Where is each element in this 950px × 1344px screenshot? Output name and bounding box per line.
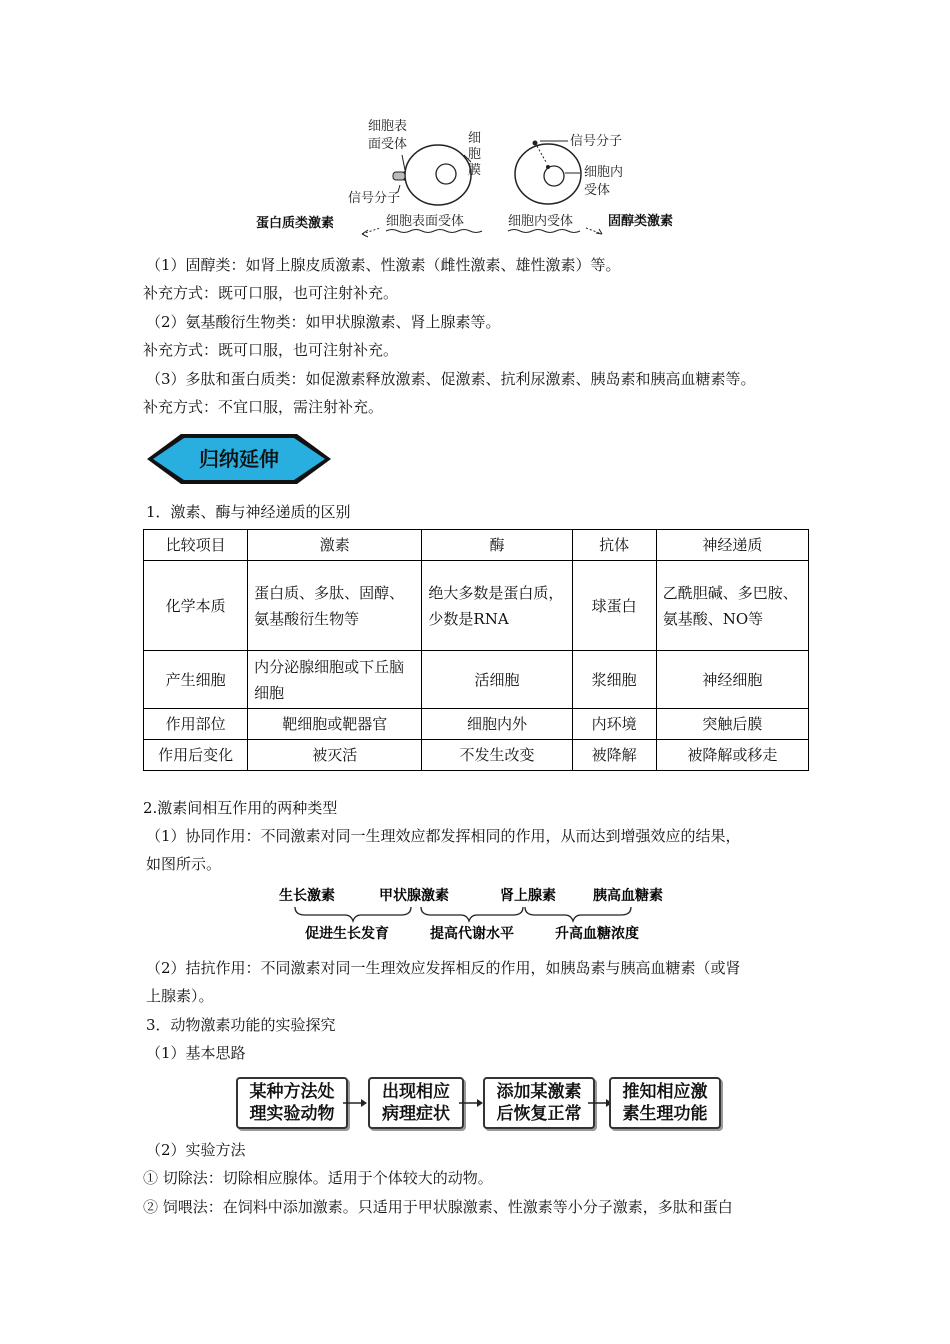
banner-label: 归纳延伸 xyxy=(199,447,279,471)
effect-growth: 促进生长发育 xyxy=(305,926,389,942)
table-cell: 靶细胞或靶器官 xyxy=(248,709,422,740)
text-supplement-1: 补充方式：既可口服，也可注射补充。 xyxy=(143,284,399,302)
section1-title: 1．激素、酶与神经递质的区别 xyxy=(146,503,351,521)
table-cell: 化学本质 xyxy=(144,561,248,651)
table-row xyxy=(144,651,809,709)
right-nucleus xyxy=(544,166,564,186)
left-cell xyxy=(405,145,471,205)
section3-sub2: （2）实验方法 xyxy=(146,1141,246,1159)
summary-banner xyxy=(145,430,335,488)
table-header: 神经递质 xyxy=(656,530,808,561)
hormone-thyroid: 甲状腺激素 xyxy=(379,888,449,904)
arrow-icon xyxy=(459,1098,483,1108)
table-row xyxy=(144,709,809,740)
label-membrane-3: 膜 xyxy=(468,163,482,178)
flow-step-2: 出现相应 病理症状 xyxy=(368,1077,464,1129)
comparison-table xyxy=(143,529,809,771)
table-header-row xyxy=(144,530,809,561)
table-cell: 内分泌腺细胞或下丘脑细胞 xyxy=(248,651,422,709)
label-inner-receptor-2: 受体 xyxy=(584,183,611,198)
table-row xyxy=(144,740,809,771)
table-header: 比较项目 xyxy=(144,530,248,561)
table-header: 抗体 xyxy=(572,530,656,561)
method-feeding: ② 饲喂法：在饲料中添加激素。只适用于甲状腺激素、性激素等小分子激素，多肽和蛋白 xyxy=(143,1198,733,1216)
effect-metabolism: 提高代谢水平 xyxy=(430,926,514,942)
table-row xyxy=(144,561,809,651)
left-nucleus xyxy=(436,164,456,184)
label-surface-receptor-2: 面受体 xyxy=(368,137,408,152)
text-supplement-3: 补充方式：不宜口服，需注射补充。 xyxy=(143,398,384,416)
table-cell: 产生细胞 xyxy=(144,651,248,709)
label-surface-receptor-1: 细胞表 xyxy=(368,119,408,134)
method-removal: ① 切除法：切除相应腺体。适用于个体较大的动物。 xyxy=(143,1169,493,1187)
table-cell: 活细胞 xyxy=(422,651,572,709)
table-cell: 神经细胞 xyxy=(656,651,808,709)
section3-sub1: （1）基本思路 xyxy=(146,1044,246,1062)
text-supplement-2: 补充方式：既可口服，也可注射补充。 xyxy=(143,341,399,359)
label-signal-right: 信号分子 xyxy=(570,134,623,149)
hormone-glucagon: 胰高血糖素 xyxy=(593,888,663,904)
table-cell: 内环境 xyxy=(572,709,656,740)
text-peptide: （3）多肽和蛋白质类：如促激素释放激素、促激素、抗利尿激素、胰岛素和胰高血糖素等。 xyxy=(146,370,756,388)
flow-step-4: 推知相应激 素生理功能 xyxy=(609,1077,721,1129)
label-inner-receptor-1: 细胞内 xyxy=(584,165,624,180)
effect-glucose: 升高血糖浓度 xyxy=(555,926,639,942)
table-cell: 不发生改变 xyxy=(422,740,572,771)
synergy-diagram xyxy=(275,883,675,943)
antagonism-line2: 上腺素）。 xyxy=(146,987,214,1005)
receptor-diagram xyxy=(250,110,700,245)
table-cell: 浆细胞 xyxy=(572,651,656,709)
caption-inner: 细胞内受体 xyxy=(508,214,574,229)
right-cell xyxy=(515,144,581,204)
table-cell: 作用后变化 xyxy=(144,740,248,771)
table-header: 激素 xyxy=(248,530,422,561)
caption-surface: 细胞表面受体 xyxy=(386,214,465,229)
text-amino: （2）氨基酸衍生物类：如甲状腺激素、肾上腺素等。 xyxy=(146,313,501,331)
table-cell: 细胞内外 xyxy=(422,709,572,740)
caption-protein: 蛋白质类激素 xyxy=(256,216,335,231)
hormone-growth: 生长激素 xyxy=(279,888,335,904)
table-cell: 绝大多数是蛋白质，少数是RNA xyxy=(422,561,572,651)
caption-steroid: 固醇类激素 xyxy=(608,214,674,229)
table-cell: 被灭活 xyxy=(248,740,422,771)
flow-step-1: 某种方法处 理实验动物 xyxy=(236,1077,348,1129)
flow-step-3: 添加某激素 后恢复正常 xyxy=(483,1077,595,1129)
table-header: 酶 xyxy=(422,530,572,561)
section3-title: 3．动物激素功能的实验探究 xyxy=(146,1016,336,1034)
table-cell: 被降解 xyxy=(572,740,656,771)
label-membrane-1: 细 xyxy=(468,131,482,146)
table-cell: 蛋白质、多肽、固醇、氨基酸衍生物等 xyxy=(248,561,422,651)
label-signal-left: 信号分子 xyxy=(348,191,401,206)
text-steroid: （1）固醇类：如肾上腺皮质激素、性激素（雌性激素、雄性激素）等。 xyxy=(146,256,621,274)
label-membrane-2: 胞 xyxy=(468,147,482,162)
synergy-line2: 如图所示。 xyxy=(146,855,222,873)
antagonism-line1: （2）拮抗作用：不同激素对同一生理效应发挥相反的作用，如胰岛素与胰高血糖素（或肾 xyxy=(146,959,741,977)
arrow-icon xyxy=(343,1098,367,1108)
table-cell: 被降解或移走 xyxy=(656,740,808,771)
synergy-line1: （1）协同作用：不同激素对同一生理效应都发挥相同的作用，从而达到增强效应的结果， xyxy=(146,827,741,845)
table-cell: 球蛋白 xyxy=(572,561,656,651)
section2-title: 2.激素间相互作用的两种类型 xyxy=(143,799,338,817)
table-cell: 突触后膜 xyxy=(656,709,808,740)
table-cell: 作用部位 xyxy=(144,709,248,740)
table-cell: 乙酰胆碱、多巴胺、氨基酸、NO等 xyxy=(656,561,808,651)
hormone-adrenaline: 肾上腺素 xyxy=(500,888,556,904)
